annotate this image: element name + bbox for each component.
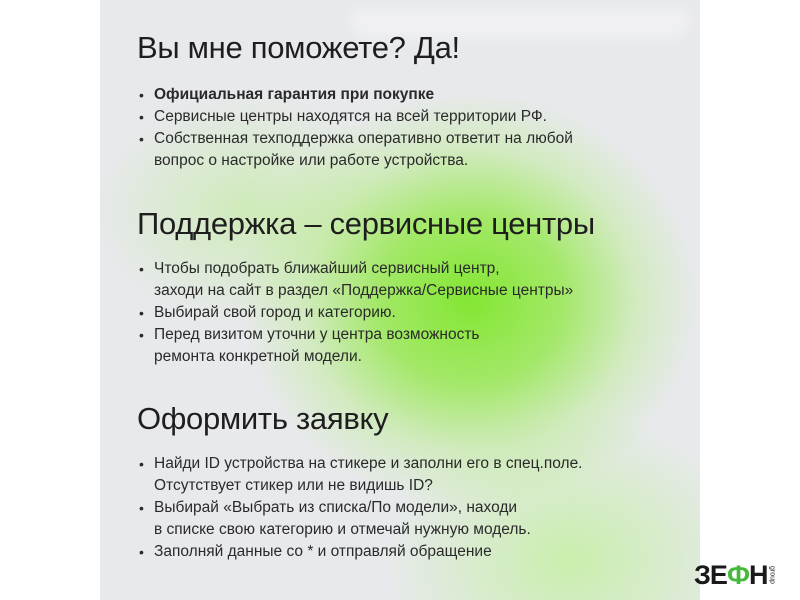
section-title-support: Поддержка – сервисные центры <box>137 206 595 241</box>
list-item: • Официальная гарантия при покупке <box>136 84 573 106</box>
list-item: • Перед визитом уточни у центра возможность ремонта конкретной модели. <box>136 324 573 368</box>
support-list <box>136 258 573 368</box>
section-title-request: Оформить заявку <box>137 401 389 436</box>
request-list <box>136 453 583 563</box>
logo-wordmark: ЗЕФН <box>694 559 768 590</box>
list-item: • Сервисные центры находятся на всей территории РФ. <box>136 106 573 128</box>
list-item: • Выбирай свой город и категорию. <box>136 302 573 324</box>
list-item: • Выбирай «Выбрать из списка/По модели», находи в списке свою категорию и отмечай нужную модель. <box>136 497 583 541</box>
help-list <box>136 84 573 172</box>
list-item: • Найди ID устройства на стикере и заполни его в спец.поле. Отсутствует стикер или не видишь ID? <box>136 453 583 497</box>
list-item: • Чтобы подобрать ближайший сервисный центр, заходи на сайт в раздел «Поддержка/Сервисные центры» <box>136 258 573 302</box>
list-item: • Заполняй данные со * и отправляй обращение <box>136 541 583 563</box>
list-item: • Собственная техподдержка оперативно ответит на любой вопрос о настройке или работе устройства. <box>136 128 573 172</box>
section-title-help: Вы мне поможете? Да! <box>137 30 460 65</box>
logo-subtext: group <box>768 566 776 584</box>
brand-logo <box>694 560 775 590</box>
info-card <box>100 0 700 600</box>
